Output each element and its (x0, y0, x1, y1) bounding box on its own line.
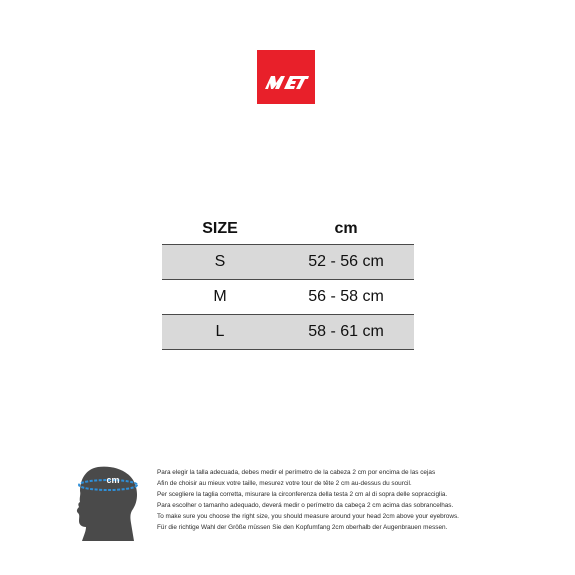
instruction-en: To make sure you choose the right size, you should measure around your head 2cm above your eyebrows. (157, 512, 459, 520)
instruction-de: Für die richtige Wahl der Größe müssen Sie den Kopfumfang 2cm oberhalb der Augenbrauen messen. (157, 523, 448, 531)
cm-column-header: cm (334, 220, 358, 237)
size-range: 52 - 56 cm (308, 253, 384, 270)
instruction-it: Per scegliere la taglia corretta, misurare la circonferenza della testa 2 cm al di sopra delle sopracciglia. (157, 490, 448, 498)
size-label: M (213, 288, 227, 305)
size-label: S (214, 253, 226, 270)
met-logo (257, 50, 315, 104)
size-row-m (162, 279, 414, 314)
measurement-instructions (157, 468, 567, 533)
head-measure-icon (76, 465, 140, 541)
head-icon-label: cm (106, 475, 120, 485)
size-row-l (162, 314, 414, 350)
instruction-es: Para elegir la talla adecuada, debes medir el perímetro de la cabeza 2 cm por encima de las cejas (157, 469, 436, 476)
instruction-pt: Para escolher o tamanho adequado, deverá medir o perímetro da cabeça 2 cm acima das sobrancelhas. (157, 501, 454, 509)
size-column-header: SIZE (202, 220, 238, 237)
size-table-header (162, 214, 414, 244)
size-table (162, 214, 414, 350)
instruction-fr: Afin de choisir au mieux votre taille, mesurez votre tour de tête 2 cm au-dessus du sourcil. (157, 479, 412, 487)
size-range: 58 - 61 cm (308, 323, 384, 340)
size-label: L (215, 323, 225, 340)
size-range: 56 - 58 cm (308, 288, 384, 305)
size-row-s (162, 244, 414, 279)
met-logo-mark (257, 50, 315, 104)
